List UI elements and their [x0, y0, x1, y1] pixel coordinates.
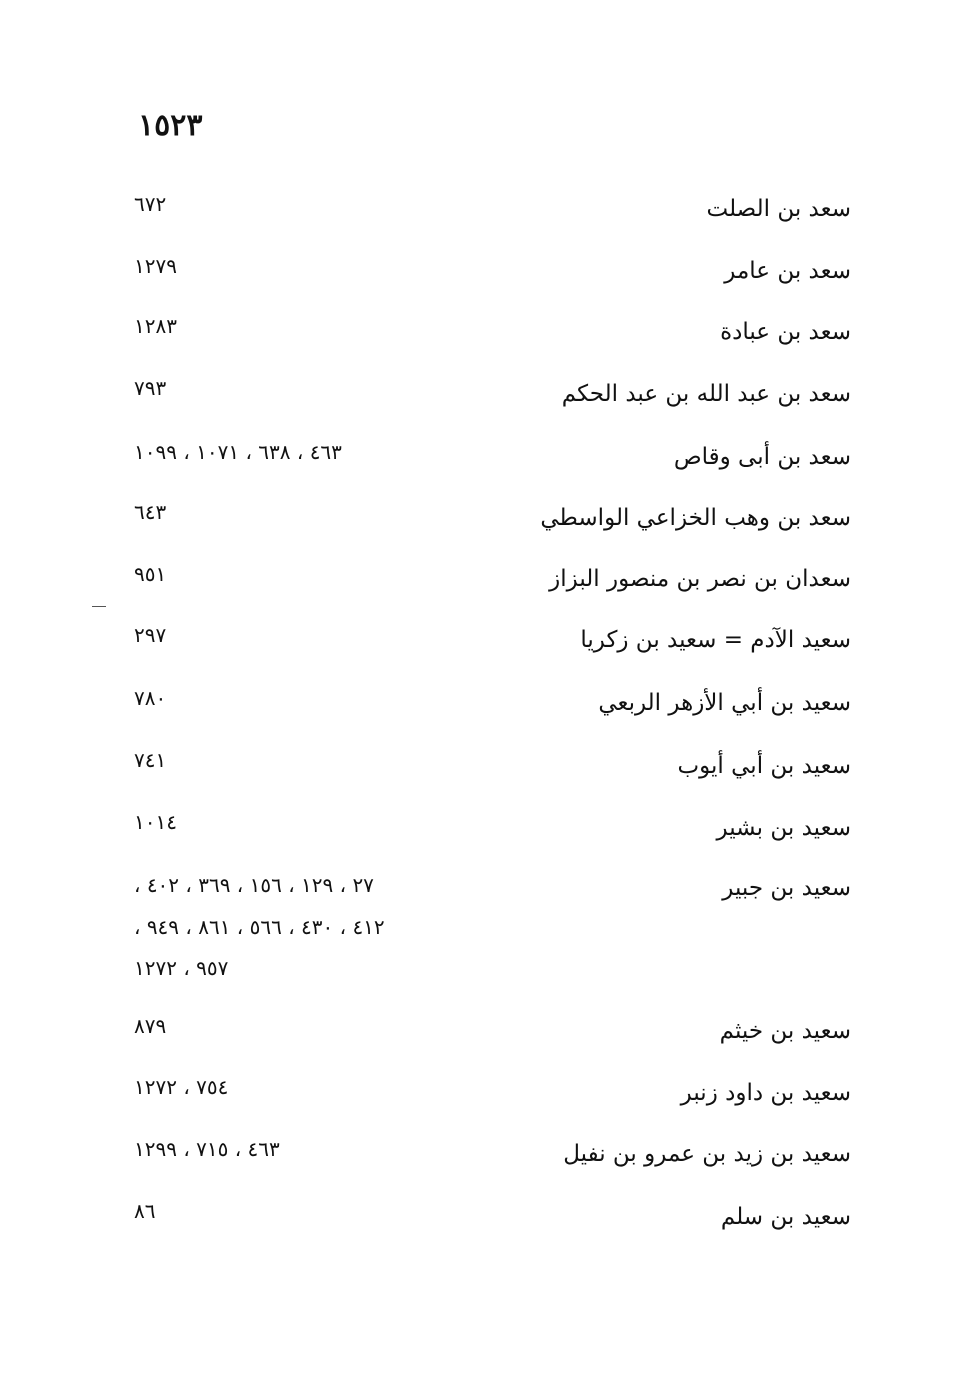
- index-entry-pages: ٧٥٤ ، ١٢٧٢: [134, 1075, 229, 1099]
- index-entry-pages: ١٢٧٩: [134, 254, 177, 278]
- index-entry-name: سعيد بن بشير: [716, 815, 851, 841]
- index-entry-name: سعد بن عامر: [724, 258, 851, 284]
- index-entry-name: سعيد بن سلم: [720, 1204, 851, 1230]
- index-entry-name: سعيد بن داود زنبر: [680, 1080, 851, 1106]
- index-entry-name: سعيد الآدم = سعيد بن زكريا: [580, 627, 851, 653]
- index-entry-pages: ٧٩٣: [134, 376, 167, 400]
- page-number: ١٥٢٣: [138, 108, 203, 143]
- index-entry-name: سعيد بن خيثم: [719, 1018, 851, 1044]
- index-entry-pages-line: ٢٧ ، ١٢٩ ، ١٥٦ ، ٣٦٩ ، ٤٠٢ ،: [134, 873, 374, 897]
- index-entry-name: سعيد بن أبي أيوب: [677, 753, 851, 779]
- index-entry-pages: ٤٦٣ ، ٧١٥ ، ١٢٩٩: [134, 1137, 280, 1161]
- index-entry-pages: ٦٧٢: [134, 192, 167, 216]
- index-entry-name: سعد بن عبادة: [720, 319, 851, 345]
- index-entry-pages: ٩٥١: [134, 562, 167, 586]
- index-entry-name: سعيد بن زيد بن عمرو بن نفيل: [563, 1141, 851, 1167]
- index-entry-name: سعد بن الصلت: [706, 196, 851, 222]
- index-entry-pages: ٧٨٠: [134, 686, 167, 710]
- index-entry-pages: ٢٩٧: [134, 623, 167, 647]
- index-entry-pages: ٨٦: [134, 1199, 156, 1223]
- index-entry-name: سعيد بن أبي الأزهر الربعي: [598, 690, 851, 716]
- index-entry-pages: ١٢٨٣: [134, 314, 177, 338]
- index-entry-pages: ٧٤١: [134, 748, 167, 772]
- index-entry-name: سعد بن أبى وقاص: [673, 444, 851, 470]
- index-entry-name: سعيد بن جبير: [722, 875, 851, 901]
- index-entry-pages-line: ٤١٢ ، ٤٣٠ ، ٥٦٦ ، ٨٦١ ، ٩٤٩ ،: [134, 915, 385, 939]
- index-entry-name: سعد بن عبد الله بن عبد الحكم: [561, 381, 851, 407]
- index-entry-pages: ٨٧٩: [134, 1014, 167, 1038]
- index-entry-pages: ٤٦٣ ، ٦٣٨ ، ١٠٧١ ، ١٠٩٩: [134, 440, 342, 464]
- index-entry-pages-line: ٩٥٧ ، ١٢٧٢: [134, 956, 229, 980]
- index-entry-name: سعدان بن نصر بن منصور البزاز: [549, 566, 851, 592]
- index-entry-name: سعد بن وهب الخزاعي الواسطي: [540, 505, 851, 531]
- index-entry-pages: ١٠١٤: [134, 810, 177, 834]
- index-entry-pages: ٦٤٣: [134, 500, 167, 524]
